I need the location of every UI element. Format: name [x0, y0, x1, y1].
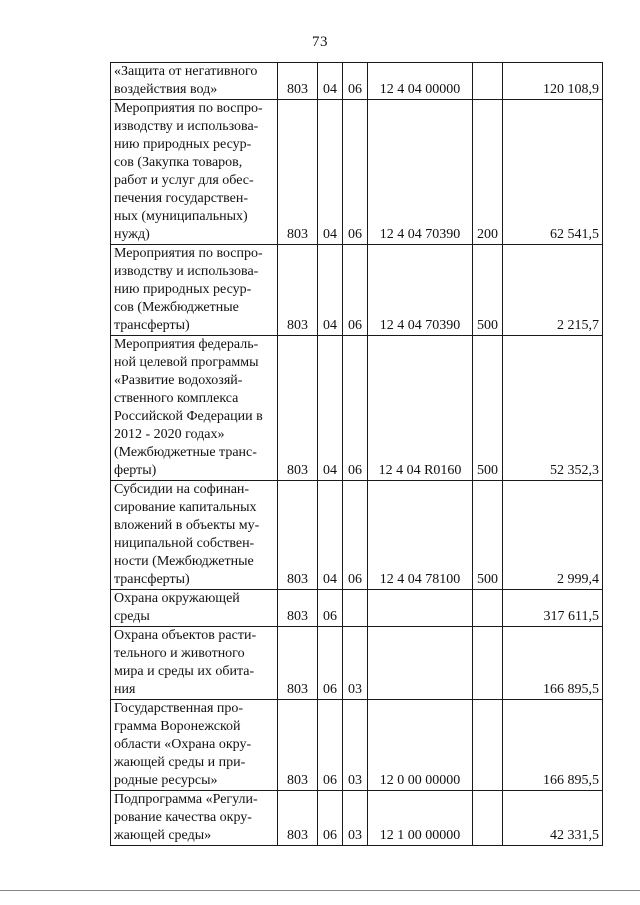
budget-table — [110, 62, 603, 846]
item-name-line: жающей среды» — [114, 828, 212, 843]
grbs-code-cell: 803 — [278, 63, 318, 100]
expense-type-cell: 200 — [473, 100, 503, 245]
page-number: 73 — [312, 34, 328, 50]
expense-type-cell: 500 — [473, 481, 503, 590]
item-name-cell — [111, 481, 278, 590]
table-row — [111, 627, 603, 700]
amount-cell: 317 611,5 — [503, 590, 603, 627]
item-name-line: нию природных ресур- — [114, 137, 252, 152]
subsection-code-cell: 06 — [343, 481, 368, 590]
grbs-code-cell: 803 — [278, 627, 318, 700]
item-name-line: Субсидии на софинан- — [114, 482, 250, 497]
item-name-line: (Межбюджетные транс- — [114, 445, 257, 460]
table-row — [111, 336, 603, 481]
amount-cell: 120 108,9 — [503, 63, 603, 100]
item-name-cell — [111, 627, 278, 700]
item-name-line: ниципальной собствен- — [114, 536, 255, 551]
grbs-code-cell: 803 — [278, 336, 318, 481]
item-name-line: изводству и использова- — [114, 264, 259, 279]
table-row — [111, 245, 603, 336]
item-name-line: нию природных ресур- — [114, 282, 252, 297]
item-name-line: «Развитие водохозяй- — [114, 373, 243, 388]
item-name-line: Подпрограмма «Регули- — [114, 792, 258, 807]
amount-cell: 2 999,4 — [503, 481, 603, 590]
item-name-line: родные ресурсы» — [114, 773, 218, 788]
item-name-cell — [111, 245, 278, 336]
item-name-line: нужд) — [114, 227, 150, 242]
target-article-cell — [368, 590, 473, 627]
section-code-cell: 04 — [318, 100, 343, 245]
item-name-line: ния — [114, 682, 136, 697]
amount-cell: 62 541,5 — [503, 100, 603, 245]
table-row — [111, 791, 603, 846]
subsection-code-cell: 03 — [343, 627, 368, 700]
item-name-line: ферты) — [114, 463, 157, 478]
item-name-line: Государственная про- — [114, 701, 244, 716]
item-name-line: Мероприятия по воспро- — [114, 246, 263, 261]
item-name-cell — [111, 336, 278, 481]
section-code-cell: 04 — [318, 245, 343, 336]
amount-cell: 52 352,3 — [503, 336, 603, 481]
item-name-line: Охрана окружающей — [114, 591, 240, 606]
section-code-cell: 06 — [318, 791, 343, 846]
table-row — [111, 100, 603, 245]
table-row — [111, 590, 603, 627]
target-article-cell: 12 4 04 78100 — [368, 481, 473, 590]
expense-type-cell: 500 — [473, 336, 503, 481]
subsection-code-cell — [343, 590, 368, 627]
item-name-line: работ и услуг для обес- — [114, 173, 254, 188]
item-name-line: 2012 - 2020 годах» — [114, 427, 225, 442]
target-article-cell: 12 4 04 00000 — [368, 63, 473, 100]
item-name-line: ных (муниципальных) — [114, 209, 248, 224]
table-row — [111, 63, 603, 100]
amount-cell: 42 331,5 — [503, 791, 603, 846]
item-name-line: вложений в объекты му- — [114, 518, 260, 533]
item-name-line: сов (Закупка товаров, — [114, 155, 243, 170]
item-name-line: рование качества окру- — [114, 810, 252, 825]
expense-type-cell: 500 — [473, 245, 503, 336]
subsection-code-cell: 06 — [343, 63, 368, 100]
item-name-line: трансферты) — [114, 318, 190, 333]
expense-type-cell — [473, 627, 503, 700]
subsection-code-cell: 06 — [343, 336, 368, 481]
subsection-code-cell: 06 — [343, 100, 368, 245]
subsection-code-cell: 06 — [343, 245, 368, 336]
target-article-cell — [368, 627, 473, 700]
item-name-cell — [111, 100, 278, 245]
budget-table-body — [111, 63, 603, 846]
target-article-cell: 12 4 04 70390 — [368, 100, 473, 245]
item-name-line: жающей среды и при- — [114, 755, 246, 770]
item-name-line: «Защита от негативного — [114, 64, 258, 79]
subsection-code-cell: 03 — [343, 791, 368, 846]
target-article-cell: 12 1 00 00000 — [368, 791, 473, 846]
grbs-code-cell: 803 — [278, 481, 318, 590]
item-name-line: ной целевой программы — [114, 355, 259, 370]
item-name-line: печения государствен- — [114, 191, 248, 206]
amount-cell: 2 215,7 — [503, 245, 603, 336]
grbs-code-cell: 803 — [278, 100, 318, 245]
item-name-line: Мероприятия федераль- — [114, 337, 259, 352]
section-code-cell: 06 — [318, 627, 343, 700]
item-name-line: мира и среды их обита- — [114, 664, 255, 679]
item-name-cell — [111, 700, 278, 791]
item-name-line: сирование капитальных — [114, 500, 257, 515]
table-row — [111, 481, 603, 590]
item-name-line: ности (Межбюджетные — [114, 554, 254, 569]
page-bottom-rule — [0, 890, 640, 891]
expense-type-cell — [473, 590, 503, 627]
section-code-cell: 04 — [318, 481, 343, 590]
section-code-cell: 04 — [318, 336, 343, 481]
item-name-line: среды — [114, 609, 150, 624]
grbs-code-cell: 803 — [278, 590, 318, 627]
item-name-line: воздействия вод» — [114, 82, 218, 97]
target-article-cell: 12 4 04 R0160 — [368, 336, 473, 481]
item-name-line: грамма Воронежской — [114, 719, 241, 734]
item-name-line: области «Охрана окру- — [114, 737, 252, 752]
expense-type-cell — [473, 700, 503, 791]
item-name-line: Мероприятия по воспро- — [114, 101, 263, 116]
target-article-cell: 12 0 00 00000 — [368, 700, 473, 791]
section-code-cell: 04 — [318, 63, 343, 100]
subsection-code-cell: 03 — [343, 700, 368, 791]
item-name-line: тельного и животного — [114, 646, 245, 661]
section-code-cell: 06 — [318, 590, 343, 627]
item-name-line: трансферты) — [114, 572, 190, 587]
item-name-cell — [111, 590, 278, 627]
amount-cell: 166 895,5 — [503, 627, 603, 700]
section-code-cell: 06 — [318, 700, 343, 791]
expense-type-cell — [473, 63, 503, 100]
item-name-line: ственного комплекса — [114, 391, 239, 406]
item-name-cell — [111, 791, 278, 846]
item-name-line: изводству и использова- — [114, 119, 259, 134]
grbs-code-cell: 803 — [278, 791, 318, 846]
item-name-cell — [111, 63, 278, 100]
item-name-line: Охрана объектов расти- — [114, 628, 257, 643]
expense-type-cell — [473, 791, 503, 846]
item-name-line: сов (Межбюджетные — [114, 300, 239, 315]
grbs-code-cell: 803 — [278, 245, 318, 336]
item-name-line: Российской Федерации в — [114, 409, 263, 424]
grbs-code-cell: 803 — [278, 700, 318, 791]
target-article-cell: 12 4 04 70390 — [368, 245, 473, 336]
table-row — [111, 700, 603, 791]
amount-cell: 166 895,5 — [503, 700, 603, 791]
